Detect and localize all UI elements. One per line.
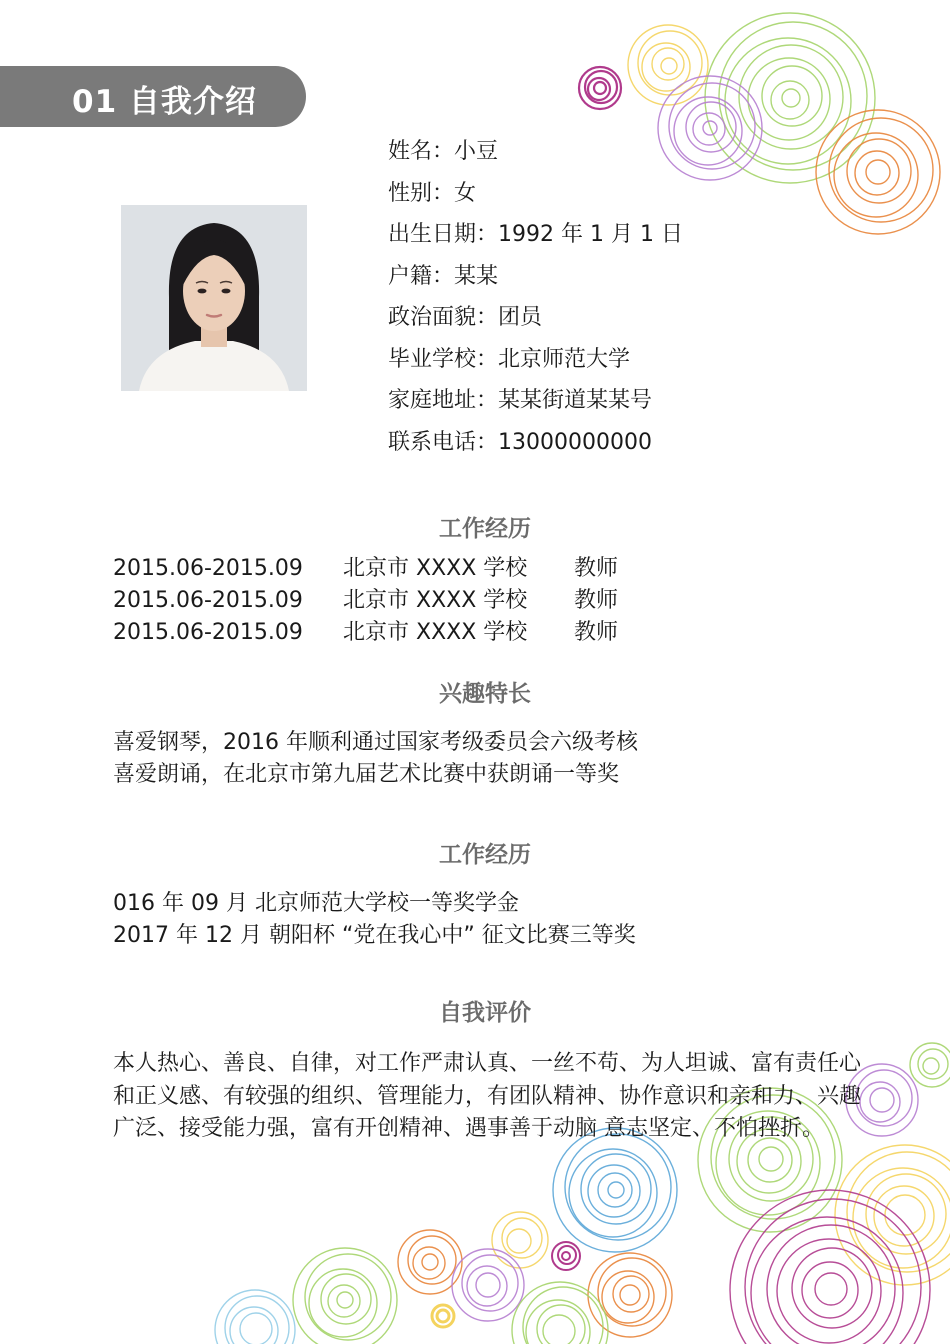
info-label: 性别： [388, 180, 455, 206]
info-label: 户籍： [388, 263, 455, 289]
self-evaluation-title: 自我评价 [439, 1000, 531, 1026]
awards-title: 工作经历 [439, 842, 531, 868]
hobby-line: 喜爱钢琴，2016 年顺利通过国家考级委员会六级考核 [113, 730, 638, 755]
work-period: 2015.06-2015.09 [113, 588, 303, 613]
award-line: 016 年 09 月 北京师范大学校一等奖学金 [113, 891, 519, 916]
work-role: 教师 [574, 556, 619, 581]
work-role: 教师 [574, 620, 619, 645]
work-experience-title: 工作经历 [439, 516, 531, 542]
work-org: 北京市 XXXX 学校 [343, 620, 528, 645]
award-line: 2017 年 12 月 朝阳杯 “党在我心中” 征文比赛三等奖 [113, 923, 636, 948]
info-label: 姓名： [388, 139, 455, 164]
work-period: 2015.06-2015.09 [113, 620, 303, 645]
info-address [388, 380, 683, 422]
info-label: 出生日期： [388, 222, 499, 247]
info-school [388, 339, 683, 381]
info-value: 1992 年 1 月 1 日 [498, 222, 683, 247]
info-name [388, 131, 683, 173]
work-org: 北京市 XXXX 学校 [343, 556, 528, 581]
profile-photo [121, 205, 307, 391]
work-period: 2015.06-2015.09 [113, 556, 303, 581]
hobbies-title: 兴趣特长 [439, 681, 531, 707]
section-header-tab [0, 66, 306, 127]
hobby-line: 喜爱朗诵，在北京市第九届艺术比赛中获朗诵一等奖 [113, 762, 620, 787]
page-title: 01 自我介绍 [72, 84, 257, 120]
info-birthdate [388, 214, 683, 256]
info-value: 某某 [454, 263, 499, 289]
personal-info [388, 131, 683, 463]
info-label: 政治面貌： [388, 305, 499, 330]
info-label: 毕业学校： [388, 346, 499, 372]
info-label: 联系电话： [388, 429, 499, 455]
info-hometown [388, 256, 683, 298]
info-value: 女 [454, 180, 477, 206]
info-value: 13000000000 [498, 429, 652, 455]
info-value: 小豆 [454, 139, 499, 164]
info-label: 家庭地址： [388, 388, 499, 413]
info-value: 北京师范大学 [498, 346, 631, 372]
info-gender [388, 173, 683, 215]
work-org: 北京市 XXXX 学校 [343, 588, 528, 613]
self-evaluation-text: 本人热心、善良、自律，对工作严肃认真、一丝不苟、为人坦诚、富有责任心和正义感、有较强的组织、管理能力，有团队精神、协作意识和亲和力、兴趣广泛、接受能力强，富有开创精神、遇事善于动脑 意志坚定、不怕挫折。 [113, 1051, 862, 1141]
info-political-status [388, 297, 683, 339]
info-value: 团员 [498, 305, 543, 330]
info-value: 某某街道某某号 [498, 388, 653, 413]
work-role: 教师 [574, 588, 619, 613]
info-phone [388, 422, 683, 464]
